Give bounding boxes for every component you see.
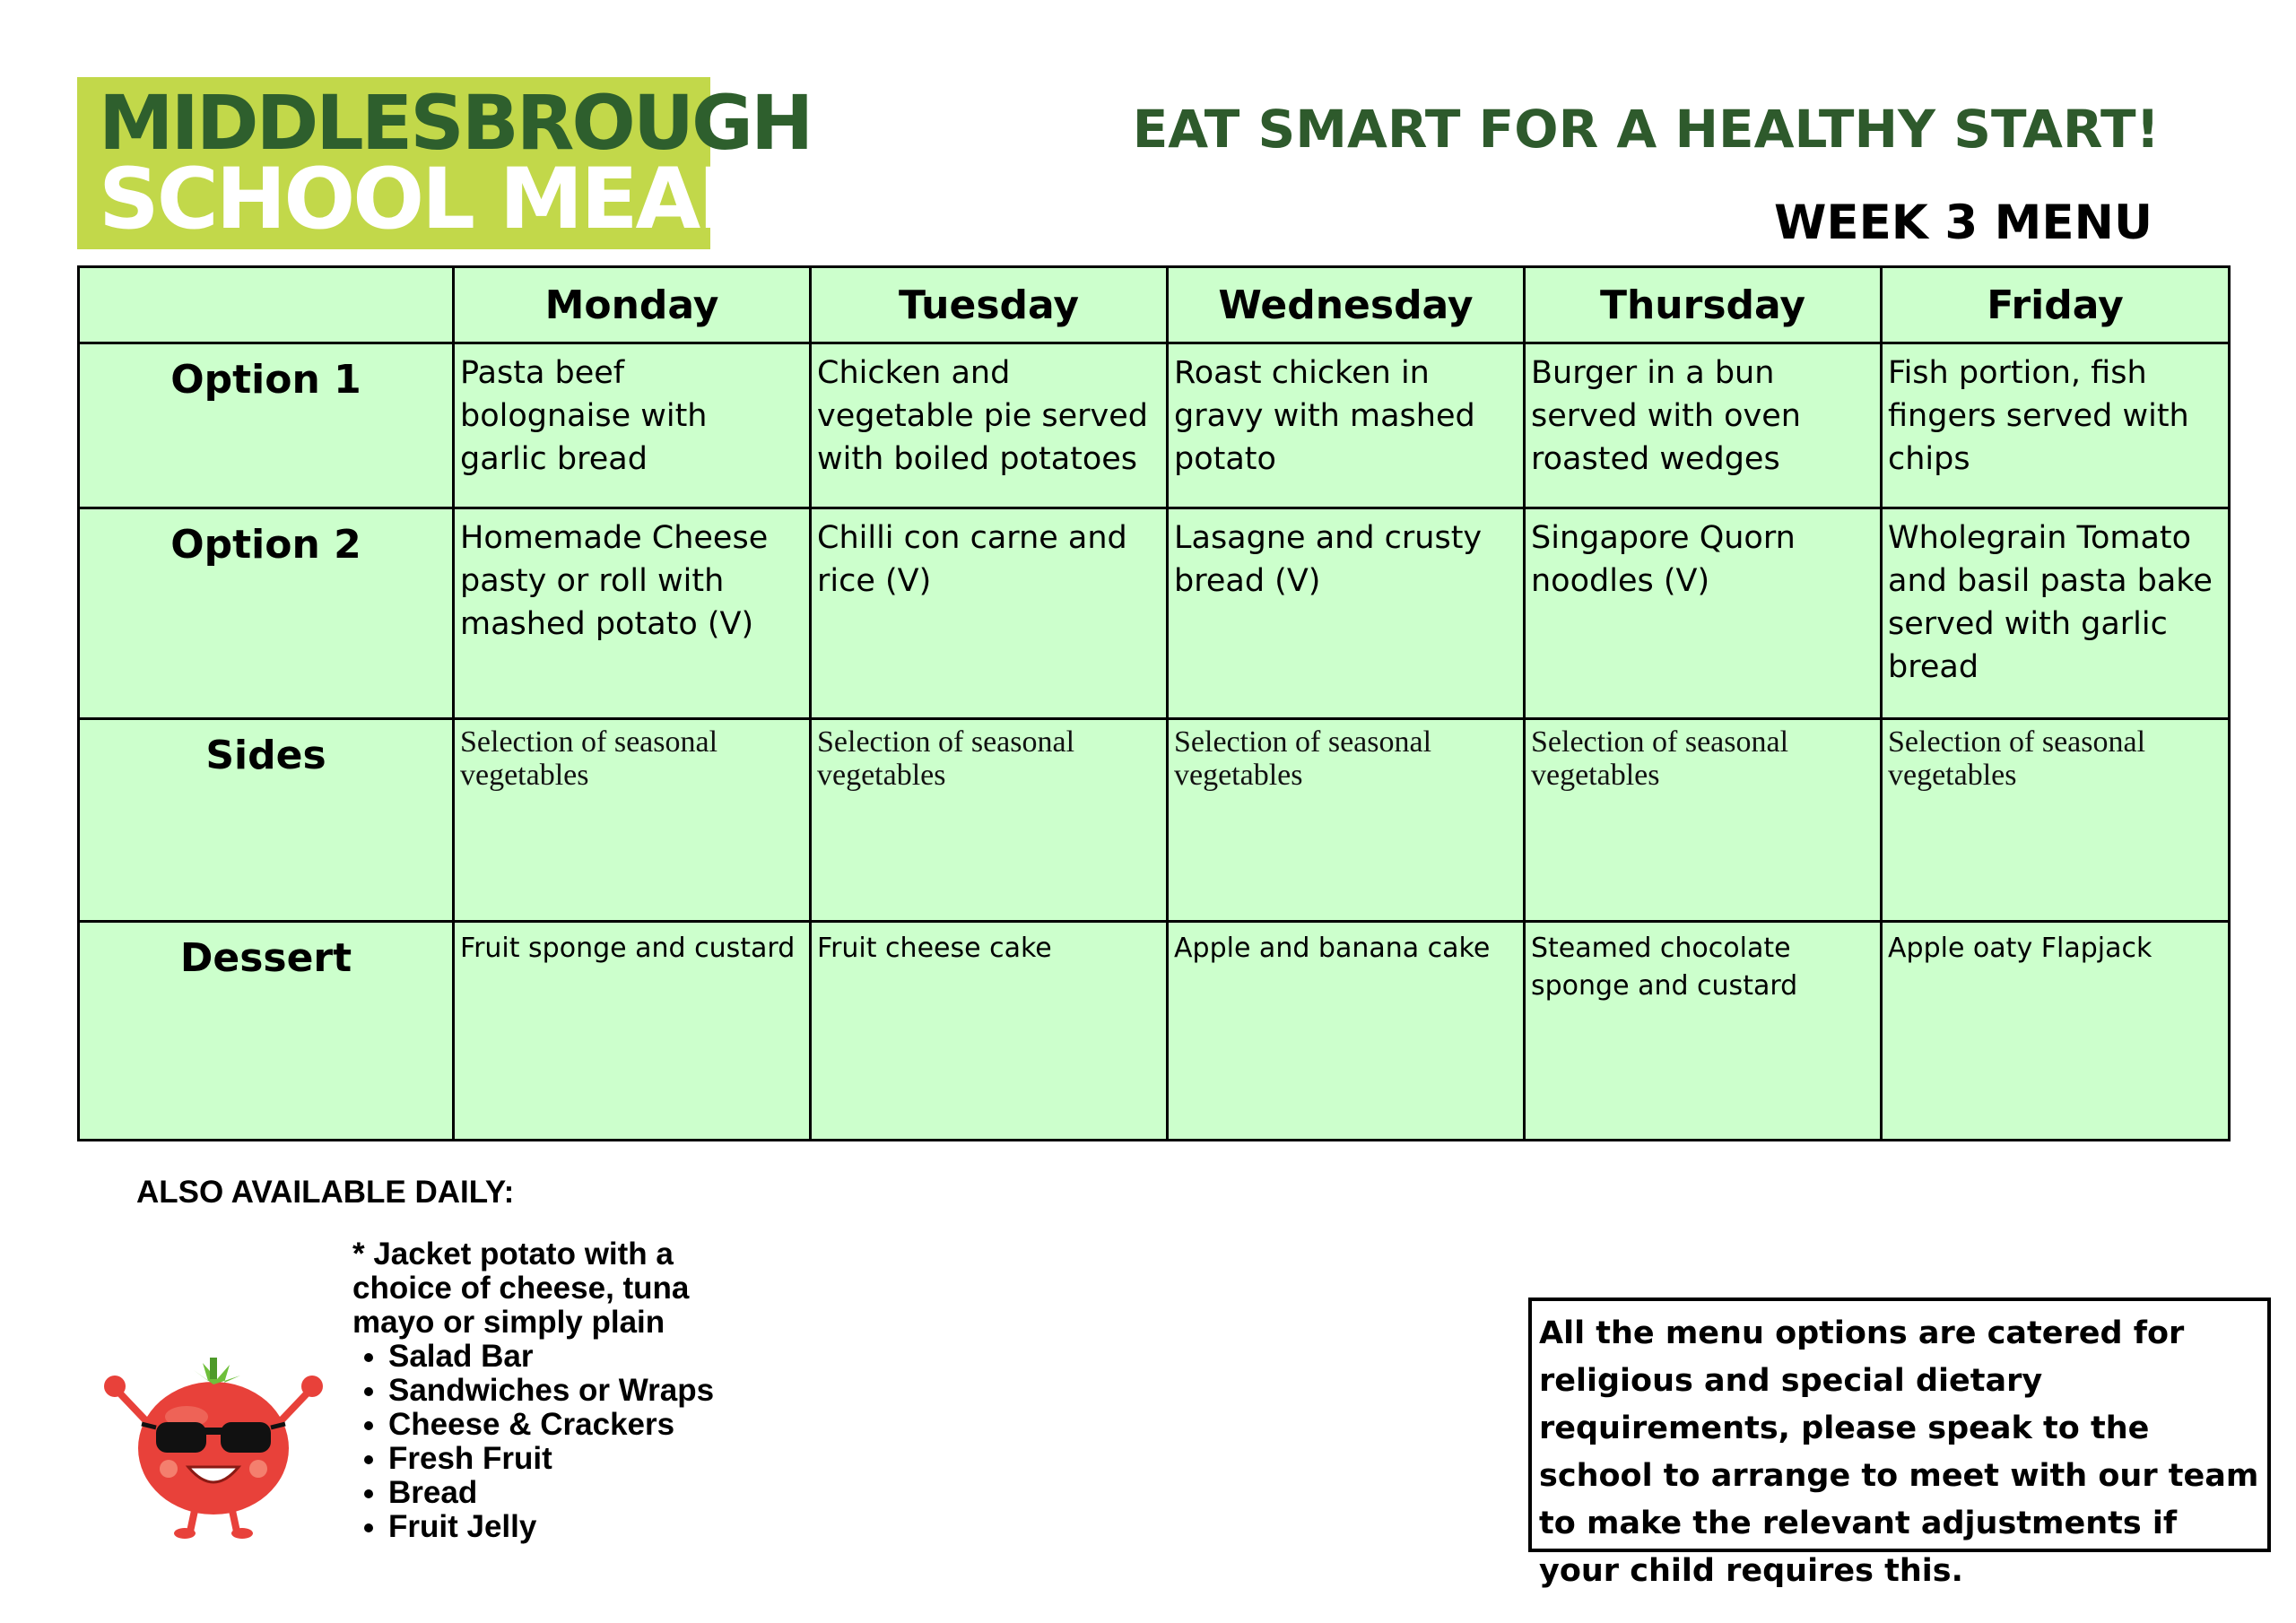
menu-cell: Chicken and vegetable pie served with boiled potatoes [811, 343, 1168, 508]
list-item: • Fruit Jelly [388, 1510, 738, 1544]
menu-cell: Chilli con carne and rice (V) [811, 508, 1168, 719]
school-meals-logo [77, 77, 812, 249]
logo-line-2: SCHOOL MEALS [99, 151, 807, 248]
menu-table [77, 265, 2231, 1141]
menu-cell: Selection of seasonal vegetables [454, 719, 811, 922]
day-header: Wednesday [1168, 267, 1525, 343]
week-title: WEEK 3 MENU [1773, 195, 2152, 250]
menu-row-sides [79, 719, 2230, 922]
menu-cell: Selection of seasonal vegetables [811, 719, 1168, 922]
row-label: Option 2 [79, 508, 454, 719]
day-header: Friday [1882, 267, 2230, 343]
menu-cell: Fruit cheese cake [811, 922, 1168, 1141]
menu-cell: Apple and banana cake [1168, 922, 1525, 1141]
day-header: Thursday [1525, 267, 1882, 343]
menu-row-option-2 [79, 508, 2230, 719]
menu-cell: Selection of seasonal vegetables [1168, 719, 1525, 922]
day-header: Monday [454, 267, 811, 343]
menu-cell: Fruit sponge and custard [454, 922, 811, 1141]
menu-cell: Selection of seasonal vegetables [1882, 719, 2230, 922]
dietary-notice: All the menu options are catered for religious and special dietary requirements, please speak to the school to arrange to meet with our team to make the relevant adjustments if your child requires this. [1528, 1298, 2271, 1552]
list-item: • Salad Bar [388, 1340, 738, 1374]
logo-line-1: MIDDLESBROUGH [99, 79, 812, 167]
header-row [79, 267, 2230, 343]
row-label: Sides [79, 719, 454, 922]
menu-cell: Roast chicken in gravy with mashed potato [1168, 343, 1525, 508]
also-available-title: ALSO AVAILABLE DAILY: [136, 1175, 515, 1210]
tagline: EAT SMART FOR A HEALTHY START! [1132, 99, 2160, 160]
menu-row-option-1 [79, 343, 2230, 508]
menu-cell: Homemade Cheese pasty or roll with mashed potato (V) [454, 508, 811, 719]
menu-cell: Singapore Quorn noodles (V) [1525, 508, 1882, 719]
menu-cell: Selection of seasonal vegetables [1525, 719, 1882, 922]
menu-cell: Burger in a bun served with oven roasted wedges [1525, 343, 1882, 508]
daily-items [352, 1237, 738, 1544]
header-corner [79, 267, 454, 343]
row-label: Dessert [79, 922, 454, 1141]
list-item: • Sandwiches or Wraps [388, 1374, 738, 1408]
menu-cell: Steamed chocolate sponge and custard [1525, 922, 1882, 1141]
menu-cell: Pasta beef bolognaise with garlic bread [454, 343, 811, 508]
menu-cell: Fish portion, fish fingers served with chips [1882, 343, 2230, 508]
menu-row-dessert [79, 922, 2230, 1141]
daily-list [352, 1340, 738, 1544]
daily-first-item: * Jacket potato with a choice of cheese, tuna mayo or simply plain [352, 1237, 690, 1340]
day-header: Tuesday [811, 267, 1168, 343]
menu-cell: Lasagne and crusty bread (V) [1168, 508, 1525, 719]
menu-cell: Apple oaty Flapjack [1882, 922, 2230, 1141]
list-item: • Fresh Fruit [388, 1442, 738, 1476]
menu-cell: Wholegrain Tomato and basil pasta bake served with garlic bread [1882, 508, 2230, 719]
row-label: Option 1 [79, 343, 454, 508]
list-item: • Cheese & Crackers [388, 1408, 738, 1442]
list-item: • Bread [388, 1476, 738, 1510]
tomato-mascot-icon [97, 1345, 330, 1542]
